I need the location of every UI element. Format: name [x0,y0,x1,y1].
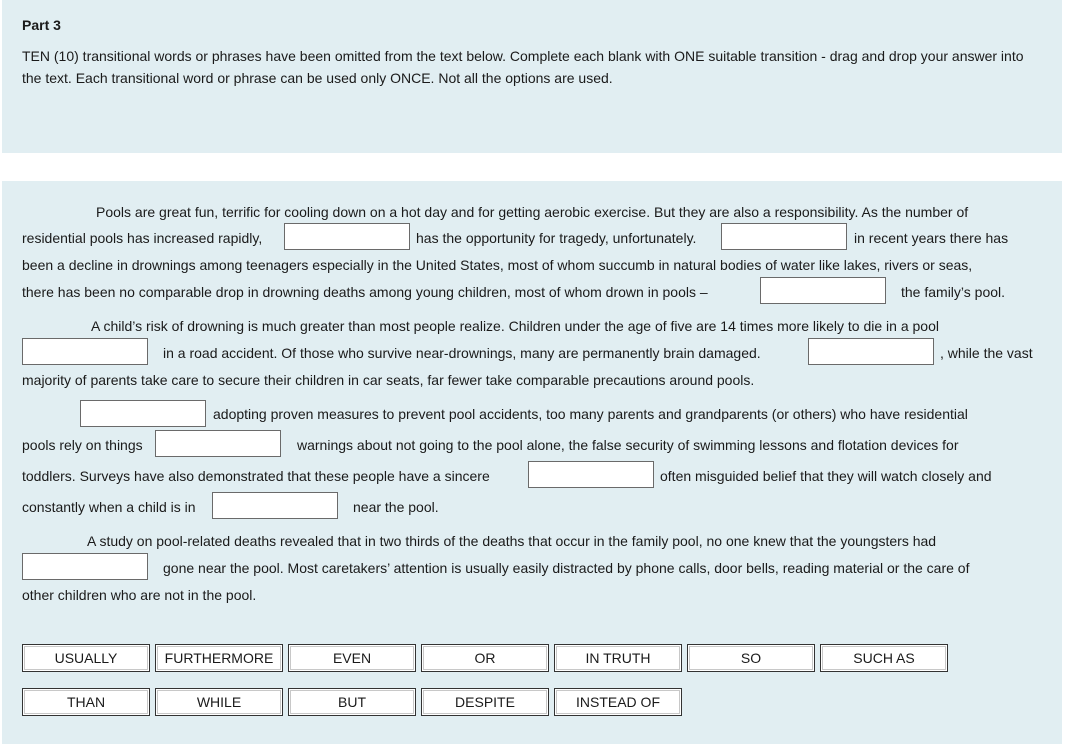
option-or[interactable]: OR [421,644,549,672]
passage-text: constantly when a child is in [22,499,196,515]
passage-text: A study on pool-related deaths revealed that in two thirds of the deaths that occur in the family pool, no one knew that the youngsters had [87,533,937,549]
passage-text: in a road accident. Of those who survive near-drownings, many are permanently brain damaged. [163,345,761,361]
passage-text: has the opportunity for tragedy, unfortunately. [416,230,697,246]
passage-text: , while the vast [940,345,1033,361]
instructions-panel [2,0,1062,153]
option-instead-of[interactable]: INSTEAD OF [554,688,682,716]
blank-5[interactable] [808,338,934,365]
passage-text: in recent years there has [854,230,1009,246]
option-even[interactable]: EVEN [288,644,416,672]
passage-text: often misguided belief that they will watch closely and [660,468,992,484]
passage-text: adopting proven measures to prevent pool accidents, too many parents and grandparents (or others) who have residential [213,406,968,422]
blank-10[interactable] [22,553,148,580]
passage-text: near the pool. [353,499,439,515]
blank-4[interactable] [22,338,148,365]
passage-text: the family’s pool. [901,284,1006,300]
option-while[interactable]: WHILE [155,688,283,716]
blank-1[interactable] [284,223,410,250]
passage-text: gone near the pool. Most caretakers’ attention is usually easily distracted by phone calls, door bells, reading material or the care of [163,560,970,576]
part-title: Part 3 [22,17,61,33]
option-furthermore[interactable]: FURTHERMORE [155,644,283,672]
blank-6[interactable] [80,400,206,427]
passage-panel [2,181,1062,744]
passage-text: warnings about not going to the pool alone, the false security of swimming lessons and flotation devices for [297,437,959,453]
passage-text: majority of parents take care to secure their children in car seats, far fewer take comparable precautions around pools. [22,372,755,388]
passage-text: residential pools has increased rapidly, [22,230,263,246]
blank-7[interactable] [155,430,281,457]
passage-text: Pools are great fun, terrific for cooling down on a hot day and for getting aerobic exercise. But they are also a responsibility. As the number of [96,204,969,220]
passage-text: been a decline in drownings among teenagers especially in the United States, most of whom succumb in natural bodies of water like lakes, rivers or seas, [22,257,973,273]
blank-9[interactable] [212,492,338,519]
option-in-truth[interactable]: IN TRUTH [554,644,682,672]
blank-2[interactable] [721,223,847,250]
passage-text: toddlers. Surveys have also demonstrated that these people have a sincere [22,468,490,484]
option-so[interactable]: SO [687,644,815,672]
blank-3[interactable] [760,277,886,304]
option-usually[interactable]: USUALLY [22,644,150,672]
option-such-as[interactable]: SUCH AS [820,644,948,672]
instructions-text: TEN (10) transitional words or phrases have been omitted from the text below. Complete each blank with ONE suitable transition - drag and drop your answer into the text. Each transitional word or phrase can be used only ONCE. Not all the options are used. [22,48,1024,86]
option-than[interactable]: THAN [22,688,150,716]
option-despite[interactable]: DESPITE [421,688,549,716]
passage-text: A child’s risk of drowning is much greater than most people realize. Children under the age of five are 14 times more likely to die in a pool [91,318,939,334]
passage-text: other children who are not in the pool. [22,587,257,603]
passage-text: there has been no comparable drop in drowning deaths among young children, most of whom drown in pools – [22,284,708,300]
option-but[interactable]: BUT [288,688,416,716]
blank-8[interactable] [528,461,654,488]
passage-text: pools rely on things [22,437,143,453]
